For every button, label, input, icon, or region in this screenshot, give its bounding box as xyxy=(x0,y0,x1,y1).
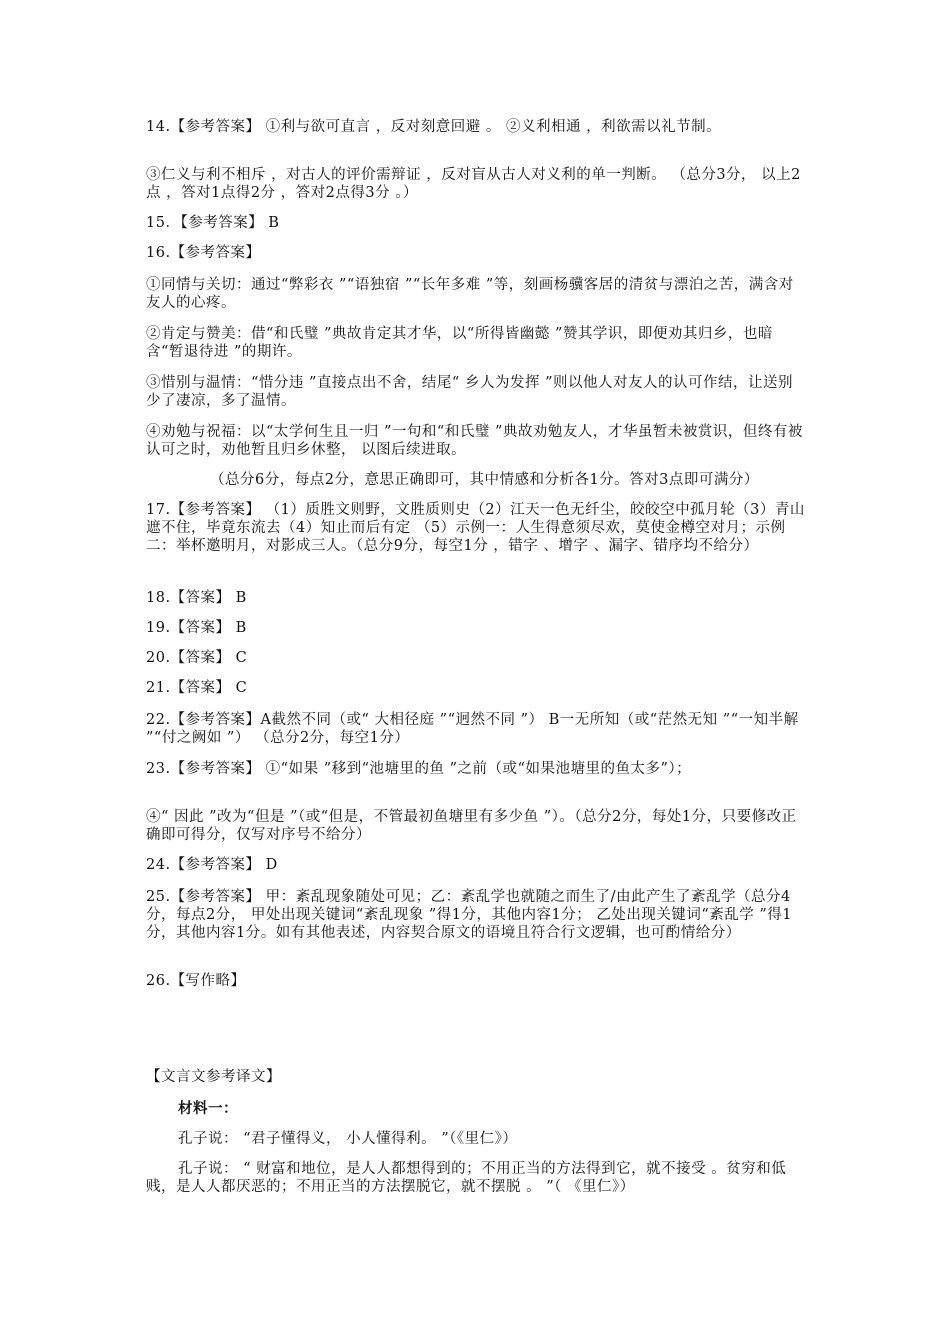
answer-20: 20.【答案】 C xyxy=(146,650,248,666)
answer-18: 18.【答案】 B xyxy=(146,590,247,606)
answer-26: 26.【写作略】 xyxy=(146,973,246,989)
translation-header: 【文言文参考译文】 xyxy=(146,1069,281,1085)
translation-paragraph-2: 孔子说： “ 财富和地位，是人人都想得到的；不用正当的方法得到它，就不接受 。贫穷和低贱，是人人都厌恶的；不用正当的方法摆脱它，就不摆脱 。 ”（ 《里仁》） xyxy=(146,1161,787,1195)
answer-16-heading: 16.【参考答案】 xyxy=(146,245,261,261)
answer-25: 25.【参考答案】 甲：紊乱现象随处可见；乙：紊乱学也就随之而生了/由此产生了紊乱学（总分4分，每点2分， 甲处出现关键词“紊乱现象 ”得1分，其他内容1分； 乙处出现关键词“紊乱学 ”得1分，其他内容1分。如有其他表述，内容契合原文的语境且符合行文逻辑，也可酌情给分） xyxy=(146,889,792,941)
answer-23-part1: 23.【参考答案】 ①“如果 ”移到“池塘里的鱼 ”之前（或“如果池塘里的鱼太多”）； xyxy=(146,761,692,777)
answer-21: 21.【答案】 C xyxy=(146,680,248,696)
answer-22: 22.【参考答案】A截然不同（或“ 大相径庭 ”“迥然不同 ”） B一无所知（或“茫然无知 ”“一知半解 ”“付之阙如 ”） （总分2分，每空1分） xyxy=(146,712,804,746)
answer-14-part1: 14.【参考答案】 ①利与欲可直言 ，反对刻意回避 。 ②义利相通 ，利欲需以礼节制。 xyxy=(146,119,722,135)
answer-19: 19.【答案】 B xyxy=(146,620,247,636)
translation-paragraph-1: 孔子说： “君子懂得义， 小人懂得利。 ”（《里仁》） xyxy=(178,1131,518,1147)
answer-24: 24.【参考答案】 D xyxy=(146,857,278,873)
answer-14-part2: ③仁义与利不相斥 ，对古人的评价需辩证 ，反对盲从古人对义利的单一判断。 （总分3分， 以上2点 ，答对1点得2分 ，答对2点得3分 。） xyxy=(146,167,801,201)
answer-15: 15．【参考答案】 B xyxy=(146,215,280,231)
answer-16-point4: ④劝勉与祝福：以“太学何生且一归 ”一句和“和氏璧 ”典故劝勉友人，才华虽暂未被赏识，但终有被认可之时，劝他暂且归乡休整， 以图后续进取。 xyxy=(146,424,803,458)
translation-material-label: 材料一： xyxy=(178,1101,238,1117)
answer-16-point1: ①同情与关切：通过“弊彩衣 ”“语独宿 ”“长年多难 ”等，刻画杨骥客居的清贫与漂泊之苦，满含对友人的心疼。 xyxy=(146,277,794,311)
answer-17: 17.【参考答案】 （1）质胜文则野，文胜质则史（2）江天一色无纤尘，皎皎空中孤月轮（3）青山遮不住，毕竟东流去（4）知止而后有定 （5）示例一：人生得意须尽欢，莫使金樽空对月；示例二：举杯邀明月，对影成三人。（总分9分，每空1分 ，错字 、增字 、漏字、错序均不给分） xyxy=(146,502,805,554)
answer-23-part2: ④“ 因此 ”改为“但是 ”（或“但是，不管最初鱼塘里有多少鱼 ”）。（总分2分，每处1分，只要修改正确即可得分，仅写对序号不给分） xyxy=(146,809,797,843)
answer-16-note: （总分6分，每点2分，意思正确即可，其中情感和分析各1分。答对3点即可满分） xyxy=(210,472,759,488)
answer-16-point2: ②肯定与赞美：借“和氏璧 ”典故肯定其才华，以“所得皆幽懿 ”赞其学识，即便劝其归乡，也暗含“暂退待进 ”的期许。 xyxy=(146,326,773,360)
answer-16-point3: ③惜别与温情：“惜分违 ”直接点出不舍，结尾“ 乡人为发挥 ”则以他人对友人的认可作结，让送别少了凄凉，多了温情。 xyxy=(146,375,793,409)
